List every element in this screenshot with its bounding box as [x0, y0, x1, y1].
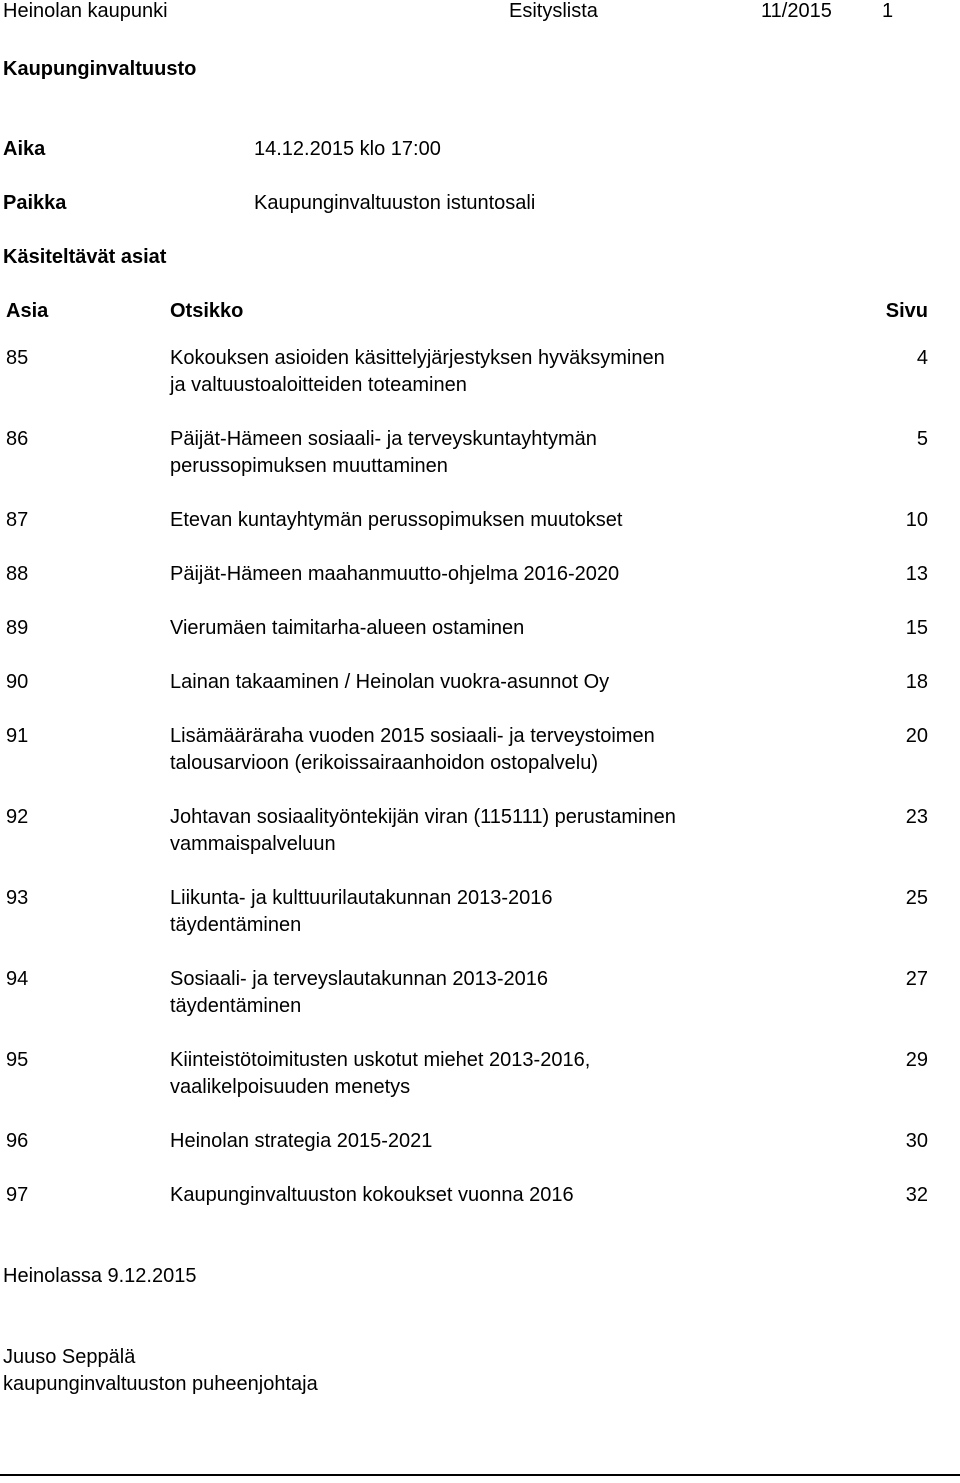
agenda-item-page: 10 [905, 509, 928, 531]
place-value: Kaupunginvaltuuston istuntosali [254, 192, 536, 214]
agenda-item-title: Kiinteistötoimitusten uskotut miehet 2013-2016, [170, 1049, 591, 1071]
agenda-item-number: 89 [6, 617, 29, 639]
agenda-item-number: 93 [6, 887, 29, 909]
agenda-item-title: Päijät-Hämeen sosiaali- ja terveyskuntayhtymän [170, 428, 597, 450]
agenda-item-page: 5 [916, 428, 928, 450]
meeting-number: 11/2015 [761, 0, 832, 22]
agenda-item-title: Etevan kuntayhtymän perussopimuksen muutokset [170, 509, 623, 531]
agenda-item-title: Liikunta- ja kulttuurilautakunnan 2013-2016 [170, 887, 553, 909]
agenda-item-title-cont: vaalikelpoisuuden menetys [170, 1076, 411, 1098]
agenda-item-page: 32 [905, 1184, 928, 1206]
place-and-date: Heinolassa 9.12.2015 [3, 1265, 197, 1287]
document-type: Esityslista [509, 0, 598, 22]
agenda-item-page: 25 [905, 887, 928, 909]
agenda-item-title-cont: vammaispalveluun [170, 833, 336, 855]
column-header-title: Otsikko [170, 300, 244, 322]
signer-title: kaupunginvaltuuston puheenjohtaja [3, 1373, 318, 1395]
column-header-item: Asia [6, 300, 49, 322]
agenda-item-page: 4 [916, 347, 928, 369]
agenda-item-number: 86 [6, 428, 29, 450]
agenda-item-page: 18 [905, 671, 928, 693]
agenda-item-number: 88 [6, 563, 29, 585]
agenda-item-page: 15 [905, 617, 928, 639]
agenda-item-title: Heinolan strategia 2015-2021 [170, 1130, 433, 1152]
agenda-item-page: 27 [905, 968, 928, 990]
agenda-item-page: 23 [905, 806, 928, 828]
agenda-item-page: 29 [905, 1049, 928, 1071]
agenda-item-title-cont: perussopimuksen muuttaminen [170, 455, 448, 477]
agenda-item-number: 87 [6, 509, 29, 531]
agenda-item-number: 96 [6, 1130, 29, 1152]
agenda-item-title: Sosiaali- ja terveyslautakunnan 2013-2016 [170, 968, 549, 990]
agenda-item-page: 20 [905, 725, 928, 747]
agenda-item-title-cont: täydentäminen [170, 914, 302, 936]
agenda-item-number: 95 [6, 1049, 29, 1071]
agenda-item-number: 94 [6, 968, 29, 990]
agenda-item-number: 91 [6, 725, 29, 747]
column-header-page: Sivu [885, 300, 928, 322]
agenda-item-title: Vierumäen taimitarha-alueen ostaminen [170, 617, 525, 639]
agenda-item-page: 13 [905, 563, 928, 585]
page-number: 1 [882, 0, 894, 22]
agenda-item-title: Kaupunginvaltuuston kokoukset vuonna 2016 [170, 1184, 574, 1206]
time-value: 14.12.2015 klo 17:00 [254, 138, 441, 160]
bottom-rule [0, 1474, 960, 1476]
time-label: Aika [3, 138, 46, 160]
agenda-item-title-cont: ja valtuustoaloitteiden toteaminen [170, 374, 467, 396]
agenda-item-title: Johtavan sosiaalityöntekijän viran (115111) perustaminen [170, 806, 676, 828]
agenda-item-number: 97 [6, 1184, 29, 1206]
signer-name: Juuso Seppälä [3, 1346, 136, 1368]
organization-name: Heinolan kaupunki [3, 0, 168, 22]
agenda-item-title: Lainan takaaminen / Heinolan vuokra-asunnot Oy [170, 671, 610, 693]
agenda-item-title: Lisämääräraha vuoden 2015 sosiaali- ja terveystoimen [170, 725, 655, 747]
place-label: Paikka [3, 192, 67, 214]
agenda-item-title-cont: täydentäminen [170, 995, 302, 1017]
agenda-heading: Käsiteltävät asiat [3, 246, 167, 268]
agenda-item-page: 30 [905, 1130, 928, 1152]
agenda-item-number: 92 [6, 806, 29, 828]
agenda-item-title-cont: talousarvioon (erikoissairaanhoidon ostopalvelu) [170, 752, 599, 774]
governing-body: Kaupunginvaltuusto [3, 58, 197, 80]
agenda-item-title: Päijät-Hämeen maahanmuutto-ohjelma 2016-2020 [170, 563, 620, 585]
agenda-item-number: 85 [6, 347, 29, 369]
agenda-item-title: Kokouksen asioiden käsittelyjärjestyksen hyväksyminen [170, 347, 665, 369]
agenda-item-number: 90 [6, 671, 29, 693]
